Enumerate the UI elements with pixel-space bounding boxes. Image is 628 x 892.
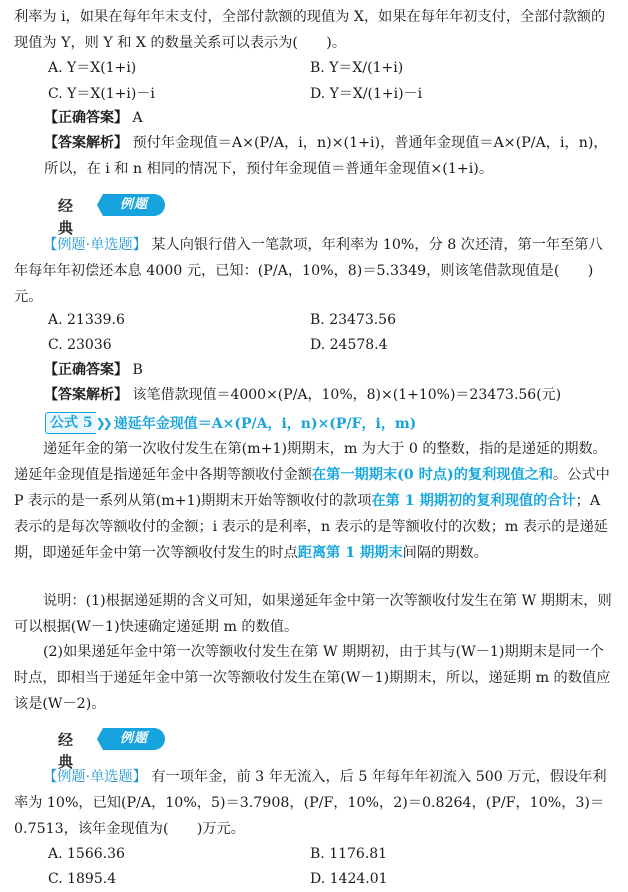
formula-5-banner	[45, 412, 416, 434]
section-header-title-2: 经 典	[58, 731, 80, 771]
q3-option-c: C. 1895.4	[48, 871, 117, 887]
explain-p1-highlight-2: 在第 1 期期初的复利现值的合计	[371, 493, 576, 509]
q3-tag: 【例题·单选题】	[43, 769, 147, 785]
q1-answer-label: 【正确答案】	[44, 110, 128, 126]
q3-stem: 有一项年金，前 3 年无流入，后 5 年每年年初流入 500 万元，假设年利率为 10%，已知(P/A，10%，5)＝3.7908，(P/F，10%，2)＝0.8264，(P/F，10%，3)＝0.7513，该年金现值为( )万元。	[14, 769, 607, 837]
q2-answer-label: 【正确答案】	[44, 362, 128, 378]
q3-option-a: A. 1566.36	[48, 846, 125, 862]
q1-stem: 利率为 i，如果在每年年末支付，全部付款额的现值为 X，如果在每年年初支付，全部付款额的现值为 Y，则 Y 和 X 的数量关系可以表示为( )。	[14, 9, 606, 51]
q1-answer-line	[44, 108, 143, 128]
q1-analysis	[44, 130, 614, 182]
q1-option-d: D. Y＝X/(1+i)－i	[310, 86, 423, 102]
q2-answer-value: B	[132, 362, 143, 378]
explain-p1-highlight-3: 距离第 1 期期末	[297, 545, 403, 561]
explain-p1-a: 递延年金的第一次收付发生在第(m+1)期期末，m 为大于 0 的整数，指的是递延的期数。递延年金现值是指递延年金中各期等额收付金额	[14, 441, 607, 483]
explain-paragraph-3: (2)如果递延年金中第一次等额收付发生在第 W 期期初，由于其与(W－1)期期末是同一个时点，即相当于递延年金中第一次等额收付发生在第(W－1)期期末，所以，递延期 m 的数值应该是(W－2)。	[14, 644, 611, 712]
q2-tag: 【例题·单选题】	[43, 237, 147, 253]
example-pill-badge: 例题	[103, 194, 165, 216]
q2-option-b: B. 23473.56	[310, 312, 396, 328]
explain-p1-d: 间隔的期数。	[402, 545, 488, 561]
example-pill-badge-2: 例题	[103, 728, 165, 750]
q2-analysis-text: 该笔借款现值＝4000×(P/A，10%，8)×(1+10%)＝23473.56(元)	[132, 387, 562, 403]
q2-option-c: C. 23036	[48, 337, 112, 353]
q1-option-c: C. Y＝X(1+i)－i	[48, 86, 155, 102]
explain-p1-b: 。公式中 P 表示的是一系列从第(m+1)期期末开始等额收付的款项	[14, 467, 610, 509]
q2-option-d: D. 24578.4	[310, 337, 388, 353]
explain-p1-highlight-1: 在第一期期末(0 时点)的复利现值之和	[311, 467, 554, 483]
q2-analysis-label: 【答案解析】	[44, 387, 128, 403]
q1-analysis-label: 【答案解析】	[44, 135, 128, 151]
double-chevron-right-icon: ❯❯	[95, 416, 110, 430]
q2-analysis	[44, 385, 561, 405]
q1-option-b: B. Y＝X/(1+i)	[310, 60, 404, 76]
q3-option-b: B. 1176.81	[310, 846, 388, 862]
section-header-title: 经 典	[58, 197, 80, 237]
q1-answer-value: A	[132, 110, 143, 126]
q2-stem: 某人向银行借入一笔款项，年利率为 10%，分 8 次还清，第一年至第八年每年年初偿还本息 4000 元，已知：(P/A，10%，8)＝5.3349，则该笔借款现值是( )元。	[14, 237, 603, 305]
q2-option-a: A. 21339.6	[48, 312, 125, 328]
explain-p1-c: ；A 表示的是每次等额收付的金额；i 表示的是利率，n 表示的是等额收付的次数；m 表示的是递延期，即递延年金中第一次等额收付发生的时点	[14, 493, 608, 561]
q2-answer-line	[44, 360, 143, 380]
q1-option-a: A. Y＝X(1+i)	[48, 60, 137, 76]
q1-analysis-text: 预付年金现值＝A×(P/A，i，n)×(1+i)，普通年金现值＝A×(P/A，i，n)，所以，在 i 和 n 相同的情况下，预付年金现值＝普通年金现值×(1+i)。	[44, 135, 608, 177]
q3-option-d: D. 1424.01	[310, 871, 388, 887]
explain-paragraph-1	[14, 436, 614, 566]
explain-paragraph-2: 说明：(1)根据递延期的含义可知，如果递延年金中第一次等额收付发生在第 W 期期末，则可以根据(W－1)快速确定递延期 m 的数值。	[14, 593, 612, 635]
q3-stem-block	[14, 764, 614, 842]
formula-5-text: 递延年金现值＝A×(P/A，i，n)×(P/F，i，m)	[113, 416, 417, 432]
formula-5-tag: 公式 5	[45, 412, 96, 434]
q2-stem-block	[14, 232, 614, 310]
